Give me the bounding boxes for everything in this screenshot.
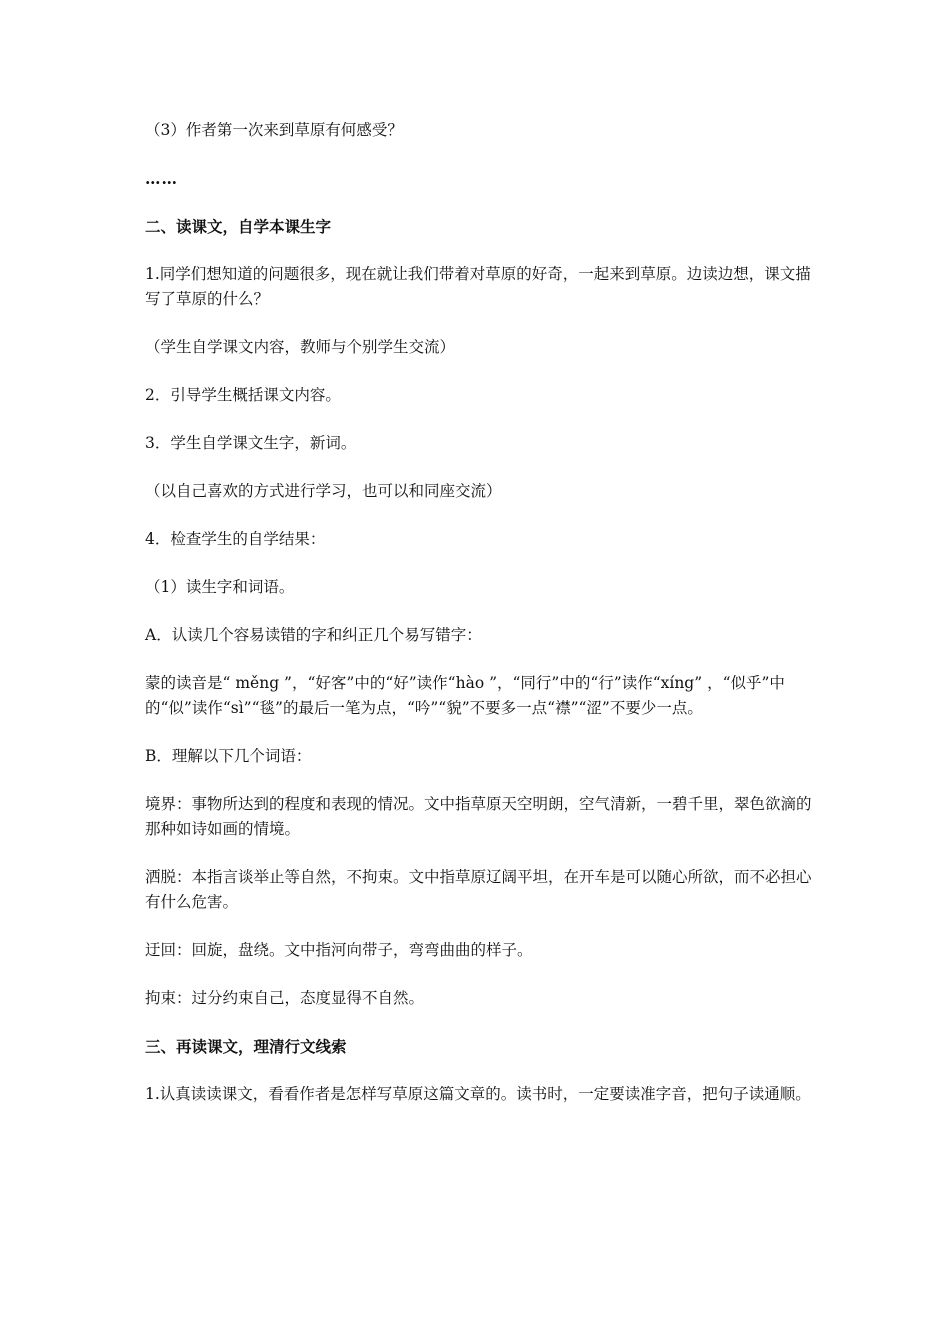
- ellipsis: ……: [145, 169, 178, 188]
- section-2-item-2: 2．引导学生概括课文内容。: [145, 386, 341, 404]
- term-satuo: 洒脱：本指言谈举止等自然，不拘束。文中指草原辽阔平坦，在开车是可以随心所欲，而不必担心有什么危害。: [145, 868, 812, 911]
- section-2-item-1: 1.同学们想知道的问题很多，现在就让我们带着对草原的好奇，一起来到草原。边读边想，课文描写了草原的什么？: [145, 265, 811, 308]
- section-2-note-1: （学生自学课文内容，教师与个别学生交流）: [145, 338, 456, 356]
- section-2-sub-1: （1）读生字和词语。: [145, 578, 295, 596]
- section-2-item-3: 3．学生自学课文生字，新词。: [145, 434, 357, 452]
- section-2-sub-a: A．认读几个容易读错的字和纠正几个易写错字：: [145, 626, 482, 644]
- section-2-heading: 二、读课文，自学本课生字: [145, 217, 332, 236]
- term-yuhui: 迂回：回旋，盘绕。文中指河向带子，弯弯曲曲的样子。: [145, 941, 533, 959]
- pronunciation-notes: 蒙的读音是“ měng ”，“好客”中的“好”读作“hào ”，“同行”中的“行”读作“xíng” ，“似乎”中的“似”读作“sì”“毯”的最后一笔为点，“吟”“貌”不要多一点“襟”“涩”不要少一点。: [145, 674, 785, 717]
- term-jushu: 拘束：过分约束自己，态度显得不自然。: [145, 989, 425, 1007]
- question-3: （3）作者第一次来到草原有何感受？: [145, 121, 403, 139]
- section-2-item-4: 4．检查学生的自学结果：: [145, 530, 326, 548]
- section-3-item-1: 1.认真读读课文，看看作者是怎样写草原这篇文章的。读书时，一定要读准字音，把句子读通顺。: [145, 1085, 811, 1103]
- section-3-heading: 三、再读课文，理清行文线索: [145, 1037, 347, 1056]
- document-page: [145, 118, 815, 1130]
- section-2-sub-b: B．理解以下几个词语：: [145, 747, 312, 765]
- term-jingjie: 境界：事物所达到的程度和表现的情况。文中指草原天空明朗，空气清新，一碧千里，翠色欲滴的那种如诗如画的情境。: [145, 795, 812, 838]
- section-2-note-3: （以自己喜欢的方式进行学习，也可以和同座交流）: [145, 482, 502, 500]
